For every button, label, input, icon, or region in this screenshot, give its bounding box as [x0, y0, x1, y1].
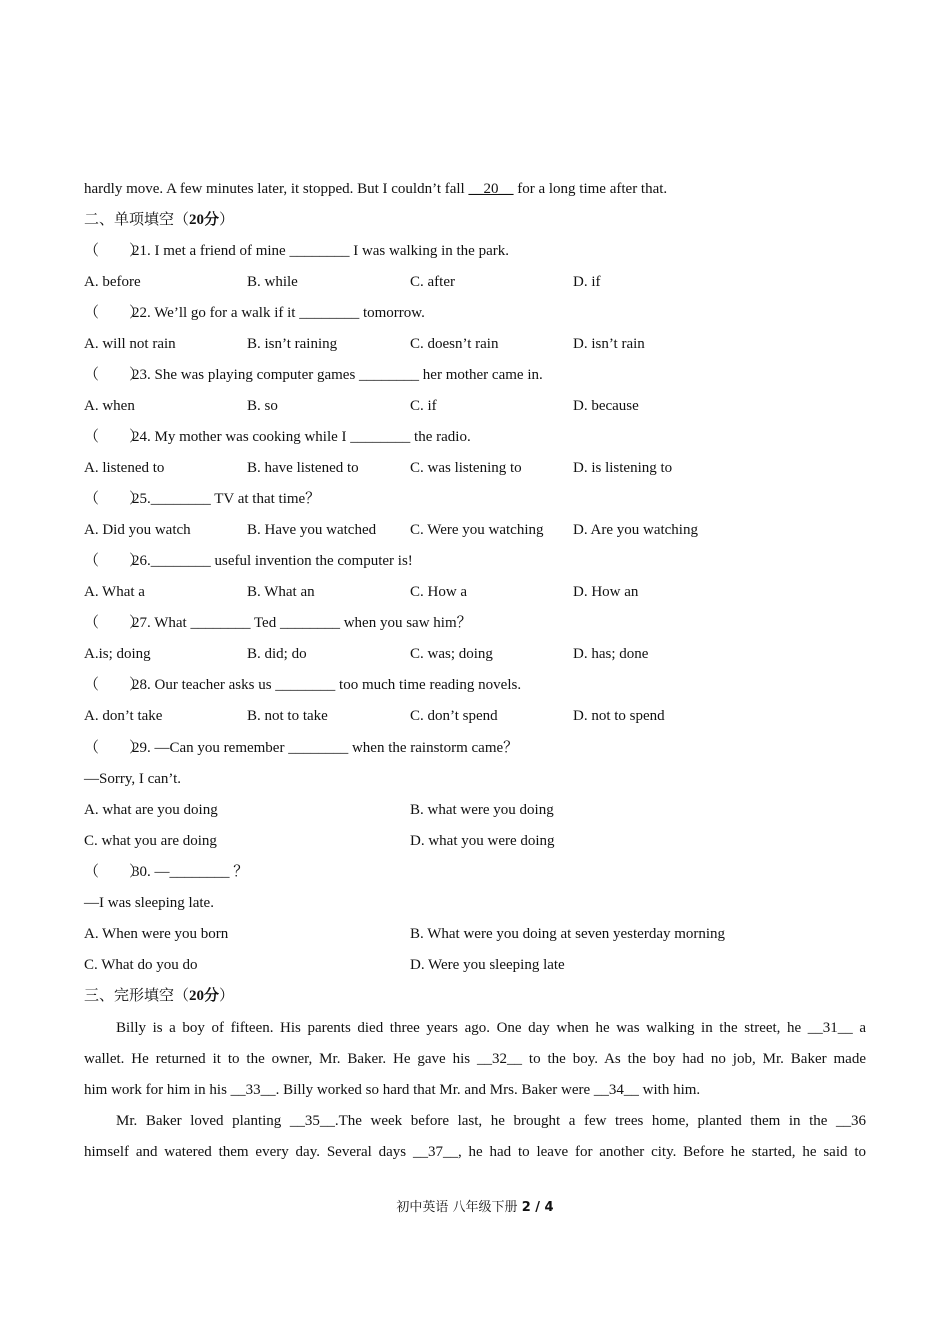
question-26: （ ）26.________ useful invention the computer is! [84, 553, 413, 569]
question-23: （ ）23. She was playing computer games ________ her mother came in. [84, 367, 543, 383]
option-30-b: B. What were you doing at seven yesterday morning [410, 926, 726, 942]
option-23-a: A. when [84, 398, 135, 414]
option-29-c: C. what you are doing [84, 833, 217, 849]
question-30: （ ）30. —________ ？ [84, 864, 249, 880]
question-29: （ ）29. —Can you remember ________ when the rainstorm came？ [84, 740, 519, 756]
question-22: （ ）22. We’ll go for a walk if it ________ tomorrow. [84, 305, 425, 321]
question-29-reply: —Sorry, I can’t. [84, 771, 182, 787]
page-number: 2 / 4 [521, 1200, 554, 1215]
question-30-reply: —I was sleeping late. [84, 895, 214, 911]
carry-over-line: hardly move. A few minutes later, it stopped. But I couldn’t fall __20__ for a long time after that. [84, 181, 668, 197]
page-footer: 初中英语 八年级下册 2 / 4 [396, 1200, 554, 1215]
option-30-c: C. What do you do [84, 957, 198, 973]
option-21-a: A. before [84, 274, 141, 290]
passage-line-2: wallet. He returned it to the owner, Mr. Baker. He gave his __32__ to the boy. As the boy had no job, Mr. Baker made [84, 1051, 866, 1067]
option-26-c: C. How a [410, 584, 468, 600]
question-21: （ ）21. I met a friend of mine ________ I was walking in the park. [84, 243, 509, 259]
option-27-b: B. did; do [247, 646, 307, 662]
passage-line-5: himself and watered them every day. Several days __37__, he had to leave for another city. Before he started, he said to [84, 1144, 866, 1160]
option-21-d: D. if [573, 274, 601, 290]
question-28: （ ）28. Our teacher asks us ________ too much time reading novels. [84, 677, 522, 693]
option-28-c: C. don’t spend [410, 708, 498, 724]
option-29-d: D. what you were doing [410, 833, 555, 849]
option-25-c: C. Were you watching [410, 522, 544, 538]
option-30-a: A. When were you born [84, 926, 229, 942]
option-26-a: A. What a [84, 584, 145, 600]
question-24: （ ）24. My mother was cooking while I ________ the radio. [84, 429, 471, 445]
option-24-c: C. was listening to [410, 460, 522, 476]
option-22-b: B. isn’t raining [247, 336, 338, 352]
option-29-a: A. what are you doing [84, 802, 218, 818]
option-27-d: D. has; done [573, 646, 649, 662]
option-26-b: B. What an [247, 584, 315, 600]
question-25: （ ）25.________ TV at that time？ [84, 491, 321, 507]
option-23-b: B. so [247, 398, 278, 414]
option-23-d: D. because [573, 398, 639, 414]
section-title-cloze: 三、完形填空（20分） [84, 988, 235, 1004]
option-25-b: B. Have you watched [247, 522, 377, 538]
option-24-d: D. is listening to [573, 460, 673, 476]
passage-line-4: Mr. Baker loved planting __35__.The week before last, he brought a few trees home, planted them in the __36 [116, 1113, 866, 1129]
question-27: （ ）27. What ________ Ted ________ when you saw him？ [84, 615, 472, 631]
option-22-a: A. will not rain [84, 336, 176, 352]
option-21-b: B. while [247, 274, 298, 290]
passage-line-3: him work for him in his __33__. Billy worked so hard that Mr. and Mrs. Baker were __34__ with him. [84, 1082, 701, 1098]
option-24-b: B. have listened to [247, 460, 359, 476]
option-22-c: C. doesn’t rain [410, 336, 499, 352]
option-24-a: A. listened to [84, 460, 165, 476]
option-25-a: A. Did you watch [84, 522, 191, 538]
option-27-a: A.is; doing [84, 646, 151, 662]
option-29-b: B. what were you doing [410, 802, 554, 818]
option-28-a: A. don’t take [84, 708, 163, 724]
option-23-c: C. if [410, 398, 437, 414]
blank-20: __20__ [468, 181, 514, 197]
option-21-c: C. after [410, 274, 455, 290]
option-28-d: D. not to spend [573, 708, 665, 724]
option-22-d: D. isn’t rain [573, 336, 645, 352]
option-25-d: D. Are you watching [573, 522, 698, 538]
option-27-c: C. was; doing [410, 646, 493, 662]
option-26-d: D. How an [573, 584, 639, 600]
option-30-d: D. Were you sleeping late [410, 957, 565, 973]
option-28-b: B. not to take [247, 708, 328, 724]
section-title-single-choice: 二、单项填空（20分） [84, 212, 235, 228]
passage-line-1: Billy is a boy of fifteen. His parents died three years ago. One day when he was walking in the street, he __31__ a [116, 1020, 866, 1036]
